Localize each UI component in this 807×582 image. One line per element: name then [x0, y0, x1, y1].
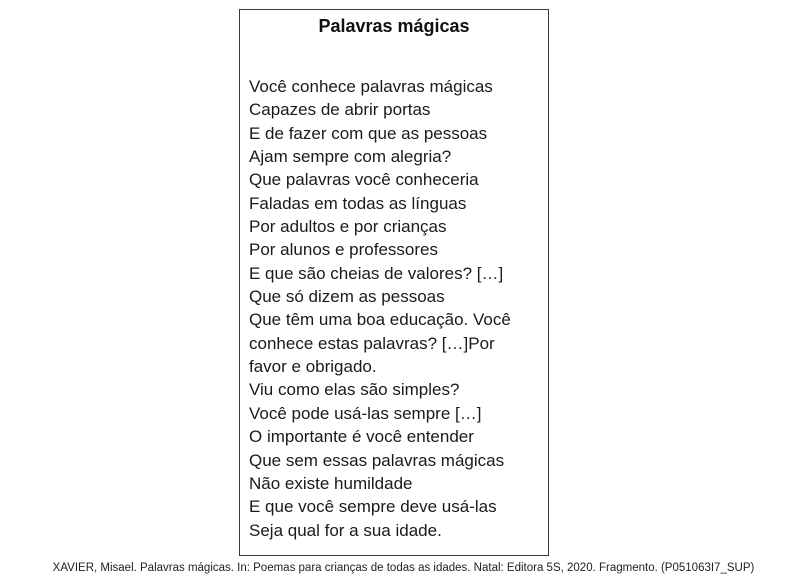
- poem-line: favor e obrigado.: [249, 357, 377, 377]
- poem-line: Não existe humildade: [249, 473, 413, 493]
- poem-line: O importante é você entender: [249, 427, 474, 447]
- poem-line: E que você sempre deve usá-las: [249, 497, 497, 517]
- poem-line: Capazes de abrir portas: [249, 100, 431, 120]
- poem-line: Viu como elas são simples?: [249, 380, 460, 400]
- poem-line: Que só dizem as pessoas: [249, 287, 445, 307]
- poem-line: Você pode usá-las sempre […]: [249, 403, 482, 423]
- poem-line: Que palavras você conheceria: [249, 170, 479, 190]
- poem-title: Palavras mágicas: [318, 16, 470, 36]
- poem-line: Seja qual for a sua idade.: [249, 520, 442, 540]
- poem-lines: [249, 75, 511, 542]
- poem-line: Por adultos e por crianças: [249, 217, 447, 237]
- poem-line: conhece estas palavras? […]Por: [249, 333, 495, 353]
- poem-line: Que têm uma boa educação. Você: [249, 310, 511, 330]
- poem-line: Você conhece palavras mágicas: [249, 77, 493, 96]
- poem-line: E de fazer com que as pessoas: [249, 123, 488, 143]
- poem-line: Ajam sempre com alegria?: [249, 147, 452, 167]
- poem-line: Por alunos e professores: [249, 240, 438, 260]
- poem-line: Faladas em todas as línguas: [249, 193, 467, 213]
- source-citation: XAVIER, Misael. Palavras mágicas. In: Poemas para crianças de todas as idades. Natal: Editora 5S, 2020. Fragmento. (P051063I7_SUP): [52, 562, 755, 574]
- poem-box: [239, 9, 549, 556]
- poem-line: Que sem essas palavras mágicas: [249, 450, 505, 470]
- poem-line: E que são cheias de valores? […]: [249, 263, 504, 283]
